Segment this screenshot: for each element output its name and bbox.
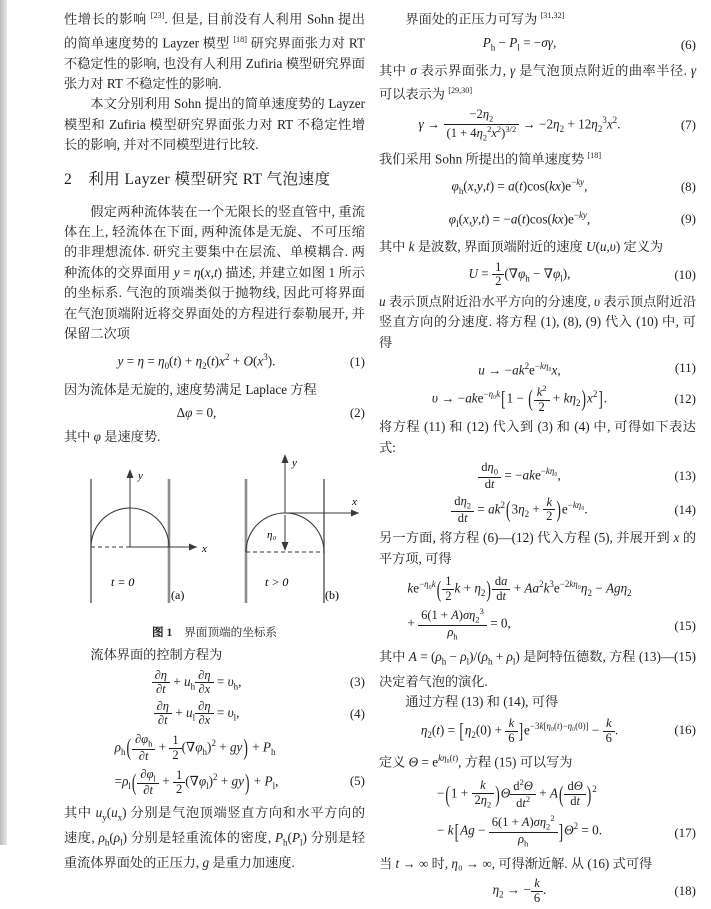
equation-body: $\rho_h$( $\frac{\partial\varphi_h}{\partial t}$ + $\frac{1}{2}$ $(\nabla\varphi_h)^2 + gy) + P_h$ $=\rho_l$( $\frac{\partial\varphi_l}{\partial t}$ + $\frac{1}{2}$ $(\nabla\varphi_l)^2 + gy) + P_l$,	[114, 732, 279, 798]
eta0-arrowhead	[281, 542, 288, 551]
equation-body: γ → $\frac{-2\eta_2}{(1 + 4\eta_2^2x^2)^{3/2}}$ → $-2\eta_2 + 12\eta_2^3x^2$.	[418, 107, 621, 143]
paragraph: 我们采用 Sohn 所提出的简单速度势 [18]	[379, 150, 602, 167]
right-column	[379, 6, 696, 909]
equation-body: $\eta_2(t) = [\eta_2(0)$ + $\frac{k}{6}$ ]$e^{-3k[\eta_0(t)-\eta_0(0)]}$ − $\frac{k}{6}$ .	[420, 716, 619, 745]
equation-12	[379, 384, 696, 414]
subfigure-label: (b)	[324, 588, 339, 603]
subfigure-label: (a)	[170, 588, 184, 603]
paragraph: 通过方程 (13) 和 (14), 可得	[405, 694, 559, 710]
equation-body: $\varphi_l(x,y,t) = -a(t)\cos(kx)e^{-ky}$,	[448, 209, 591, 229]
equation-body: $y = \eta = \eta_0(t) + \eta_2(t)x^2 + O(x^3)$.	[117, 352, 276, 372]
equation-number: (1)	[349, 353, 365, 369]
equation-number: (13)	[674, 468, 696, 484]
equation-number: (3)	[349, 674, 365, 690]
equation-number: (12)	[674, 390, 696, 406]
equation-5	[64, 731, 365, 800]
figure-caption-text: 界面顶端的坐标系	[184, 626, 278, 640]
equation-13	[379, 461, 696, 491]
equation-14	[379, 495, 696, 525]
equation-number: (10)	[674, 266, 696, 282]
equation-15	[379, 572, 696, 644]
equation-number: (18)	[674, 883, 696, 899]
paragraph: 其中 k 是波数, 界面顶端附近的速度 U(u,υ) 定义为	[379, 239, 664, 255]
equation-number: (4)	[349, 705, 365, 721]
section-heading: 2 利用 Layzer 模型研究 RT 气泡速度	[64, 170, 331, 188]
equation-number: (14)	[674, 501, 696, 517]
eta0-label: η₀	[266, 529, 276, 542]
figure-caption	[64, 625, 365, 641]
equation-10	[379, 261, 696, 289]
paragraph: 性增长的影响 [23]. 但是, 目前没有人利用 Sohn 提出的简单速度势的 Layzer 模型 [18] 研究界面张力对 RT 不稳定性的影响, 也没有人利用 Zufiria 模型研究界面张力对 RT 不稳定性的影响.	[64, 11, 365, 91]
equation-4	[64, 700, 365, 728]
equation-body: −(1 + $\frac{k}{2\eta_2}$ )Θ $\frac{d^2\Theta}{dt^2}$ + A( $\frac{d\Theta}{dt}$ )$^2$ − k[Ag − $\frac{6(1 + A)\sigma\eta_2^2}{\rho_h}$ ]$\Theta^2 = 0$.	[436, 777, 602, 849]
paragraph: 界面处的正压力可写为 [31,32]	[405, 11, 565, 27]
paragraph: 流体界面的控制方程为	[90, 647, 223, 663]
equation-number: (5)	[349, 773, 365, 789]
equation-number: (16)	[674, 722, 696, 738]
paragraph: 当 t → ∞ 时, η₀ → ∞, 可得渐近解. 从 (16) 式可得	[379, 856, 653, 872]
figure-1	[64, 453, 365, 641]
equation-number: (17)	[674, 824, 696, 840]
y-axis-label: y	[137, 470, 143, 483]
paragraph: u 表示顶点附近沿水平方向的分速度, υ 表示顶点附近沿竖直方向的分速度. 将方程 (1), (8), (9) 代入 (10) 中, 可得	[379, 293, 697, 350]
equation-body: $u \to -ak^2e^{-k\eta_0}x$,	[478, 361, 561, 378]
equation-number: (15)	[674, 617, 696, 633]
y-axis-label: y	[291, 457, 297, 470]
equation-7	[379, 108, 696, 143]
equation-11	[379, 356, 696, 381]
paragraph: 定义 $\Theta = e^{k\eta_0(t)}$, 方程 (15) 可以写为	[379, 753, 573, 770]
figure-1-drawing	[65, 453, 365, 621]
equation-body: υ → −ake$^{-\eta_0k}$[1 − ( $\frac{k^2}{2}$ + $k\eta_2)x^2$].	[431, 383, 608, 414]
equation-number: (2)	[349, 405, 365, 421]
paragraph: 另一方面, 将方程 (6)—(12) 代入方程 (5), 并展开到 x 的平方项, 可得	[379, 530, 697, 566]
equation-8	[379, 172, 696, 201]
figure-caption-tag: 图 1	[151, 626, 173, 640]
paragraph: 其中 $A = (\rho_h - \rho_l)/(\rho_h + \rho_l)$ 是阿特伍德数, 方程 (13)—(15) 决定着气泡的演化.	[379, 648, 696, 689]
equation-body: $\frac{\partial\eta}{\partial t}$ + $u_h$ $\frac{\partial\eta}{\partial x}$ = $\upsilon_h$,	[64, 669, 329, 697]
page-left-edge	[0, 0, 7, 845]
equation-body: $\frac{d\eta_0}{dt}$ = −ake$^{-k\eta_0}$,	[379, 461, 660, 491]
paragraph: 其中 σ 表示界面张力, γ 是气泡顶点附近的曲率半径. γ 可以表示为 [29,30]	[379, 62, 697, 102]
equation-body: $\frac{\partial\eta}{\partial t}$ + $u_l$ $\frac{\partial\eta}{\partial x}$ = $\upsilon_l$,	[64, 700, 329, 728]
equation-17	[379, 776, 696, 851]
paragraph: 假定两种流体装在一个无限长的竖直管中, 重流体在上, 轻流体在下面, 两种流体是无旋、不可压缩的非理想流体. 研究主要集中在层流、单模耦合. 两种流体的交界面用 y = η(x,t) 描述, 并建立如图 1 所示的坐标系. 气泡的顶端类似于抛物线, 因此可将界面在气泡顶端附近将交界面处的方程进行泰勒展开, 并保留二次项	[64, 203, 366, 342]
equation-number: (8)	[680, 178, 696, 194]
equation-16	[379, 716, 696, 745]
y-axis-arrow	[126, 469, 133, 478]
equation-body: U = $\frac{1}{2}$ $(\nabla\varphi_h - \nabla\varphi_l)$,	[468, 259, 571, 289]
equation-body: $\eta_2$ → − $\frac{k}{6}$ .	[492, 876, 547, 905]
x-axis-label: x	[351, 496, 357, 509]
equation-1	[64, 347, 365, 376]
paragraph: 将方程 (11) 和 (12) 代入到 (3) 和 (4) 中, 可得如下表达式:	[379, 419, 696, 455]
equation-body: $\frac{d\eta_2}{dt}$ = $ak^2(3\eta_2$ + $\frac{k}{2}$ )$e^{-k\eta_0}$.	[379, 495, 660, 525]
equation-number: (7)	[680, 117, 696, 133]
equation-number: (11)	[674, 360, 696, 376]
equation-6	[379, 33, 696, 58]
paragraph: 其中 φ 是速度势.	[64, 428, 161, 444]
equation-18	[379, 877, 696, 905]
equation-body: $\varphi_h(x,y,t) = a(t)\cos(kx)e^{-ky}$,	[451, 177, 588, 197]
left-column	[64, 6, 365, 873]
paragraph: 其中 $u_y(u_x)$ 分别是气泡顶端竖直方向和水平方向的速度, $\rho_h(\rho_l)$ 分别是轻重流体的密度, $P_h(P_l)$ 分别是轻重流体界面处的正压力, g 是重力加速度.	[64, 804, 366, 870]
x-axis-label: x	[201, 543, 207, 556]
paragraph: 因为流体是无旋的, 速度势满足 Laplace 方程	[64, 381, 317, 397]
equation-body: Δφ = 0,	[176, 405, 217, 421]
time-label: t = 0	[110, 575, 134, 590]
equation-body: $P_h - P_l = -\sigma\gamma$,	[482, 34, 557, 53]
x-axis-arrow	[351, 510, 359, 517]
equation-2	[64, 403, 365, 423]
time-label: t > 0	[264, 575, 288, 590]
equation-number: (9)	[680, 211, 696, 227]
paragraph: 本文分别利用 Sohn 提出的简单速度势的 Layzer 模型和 Zufiria 模型研究界面张力对 RT 不稳定性增长的影响, 并对不同模型进行比较.	[64, 96, 365, 153]
y-axis-arrow	[281, 454, 288, 463]
equation-body: $ke^{-\eta_0k}$( $\frac{1}{2}$ $k + \eta_2$) $\frac{da}{dt}$ + $Aa^2k^3e^{-2k\eta_0}\eta_2 - Ag\eta_2$ + $\frac{6(1 + A)\sigma\eta_2^3}{\rho_h}$ = 0,	[407, 574, 632, 642]
equation-number: (6)	[680, 37, 696, 53]
x-axis-arrow	[189, 544, 197, 551]
equation-9	[379, 205, 696, 234]
equation-3	[64, 669, 365, 697]
